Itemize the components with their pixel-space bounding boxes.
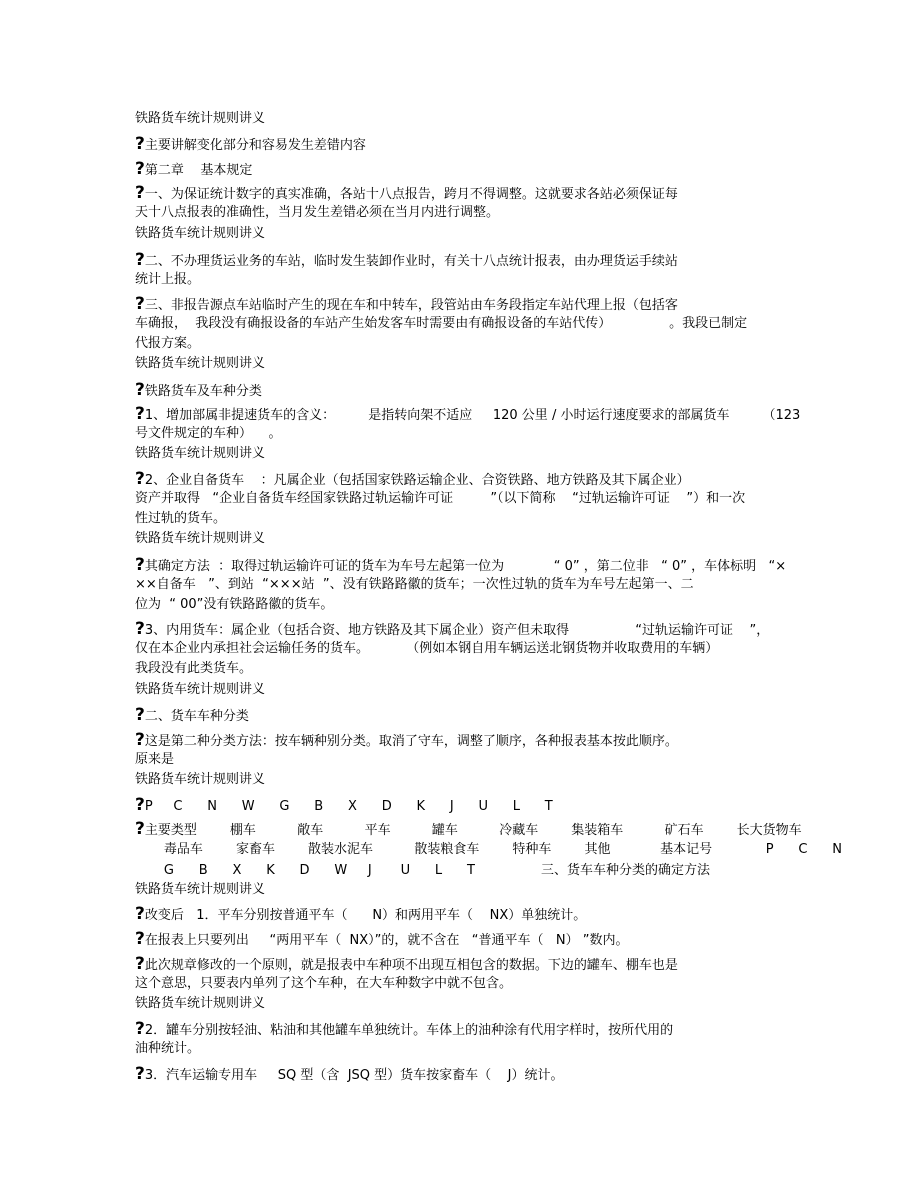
text-line bbox=[135, 956, 678, 974]
line-text: 一、为保证统计数字的真实准确，各站十八点报告，跨月不得调整。这就要求各站必须保证每 bbox=[144, 187, 678, 202]
line-text: 位为 “ 00”没有铁路路徽的货车。 bbox=[135, 597, 334, 612]
text-line bbox=[135, 797, 553, 815]
text-line bbox=[135, 752, 174, 768]
text-line bbox=[135, 996, 265, 1012]
line-text: 主要类型 棚车 敞车 平车 罐车 冷藏车 集装箱车 矿石车 长大货物车 bbox=[144, 823, 802, 838]
line-text: 原来是 bbox=[135, 752, 175, 767]
bullet-glyph: ? bbox=[135, 705, 145, 725]
text-line bbox=[135, 661, 252, 677]
text-line bbox=[135, 471, 690, 489]
bullet-glyph: ? bbox=[135, 380, 145, 400]
line-text: 铁路货车统计规则讲义 bbox=[135, 111, 266, 126]
line-text: 铁路货车统计规则讲义 bbox=[135, 531, 266, 546]
text-line bbox=[135, 531, 265, 547]
line-text: 这是第二种分类方法：按车辆种别分类。取消了守车，调整了顺序，各种报表基本按此顺序。 bbox=[144, 734, 678, 749]
line-text: 在报表上只要列出 “两用平车（ NX）”的，就不含在 “普通平车（ N） ”数内。 bbox=[144, 933, 629, 948]
bullet-glyph: ? bbox=[135, 619, 145, 639]
text-line bbox=[135, 406, 800, 424]
line-text: 铁路货车及车种分类 bbox=[144, 384, 262, 399]
text-line bbox=[135, 296, 678, 314]
line-text: 号文件规定的车种） 。 bbox=[135, 426, 282, 441]
text-line bbox=[135, 772, 265, 788]
text-line bbox=[135, 931, 629, 949]
text-line bbox=[135, 356, 265, 372]
text-line bbox=[135, 707, 249, 725]
text-line bbox=[135, 577, 694, 593]
line-text: 铁路货车统计规则讲义 bbox=[135, 682, 266, 697]
line-text: 二、货车车种分类 bbox=[144, 709, 249, 724]
line-text: 铁路货车统计规则讲义 bbox=[135, 772, 266, 787]
text-line bbox=[135, 252, 678, 270]
line-text: 性过轨的货车。 bbox=[135, 511, 227, 526]
text-line bbox=[135, 732, 678, 750]
line-text: 1、增加部属非提速货车的含义： 是指转向架不适应 120 公里 / 小时运行速度要求的部属货车 （123 bbox=[144, 408, 801, 423]
text-line bbox=[135, 511, 226, 527]
text-line bbox=[135, 136, 366, 154]
text-line bbox=[135, 491, 745, 507]
line-text: 毒品车 家畜车 散装水泥车 散装粮食车 特种车 其他 基本记号 P C N bbox=[135, 842, 843, 857]
text-line bbox=[135, 682, 265, 698]
bullet-glyph: ? bbox=[135, 1064, 145, 1084]
line-text: 其确定方法 ：取得过轨运输许可证的货车为车号左起第一位为 “ 0” ，第二位非 “ 0” ，车体标明 “× bbox=[144, 559, 787, 574]
line-text: 第二章 基本规定 bbox=[144, 163, 253, 178]
line-text: P C N W G B X D K J U L T bbox=[144, 799, 553, 814]
line-text: ××自备车 ”、到站 “×××站 ”、没有铁路路徽的货车；一次性过轨的货车为车号左起第一、二 bbox=[135, 577, 694, 592]
text-line bbox=[135, 597, 333, 613]
bullet-glyph: ? bbox=[135, 904, 145, 924]
line-text: 2、企业自备货车 ：凡属企业（包括国家铁路运输企业、合资铁路、地方铁路及其下属企业） bbox=[144, 473, 690, 488]
bullet-glyph: ? bbox=[135, 134, 145, 154]
bullet-glyph: ? bbox=[135, 555, 145, 575]
bullet-glyph: ? bbox=[135, 294, 145, 314]
text-line bbox=[135, 976, 512, 992]
bullet-glyph: ? bbox=[135, 404, 145, 424]
bullet-glyph: ? bbox=[135, 730, 145, 750]
text-line bbox=[135, 641, 718, 657]
text-line bbox=[135, 272, 200, 288]
bullet-glyph: ? bbox=[135, 1019, 145, 1039]
bullet-glyph: ? bbox=[135, 159, 145, 179]
line-text: 三、非报告源点车站临时产生的现在车和中转车，段管站由车务段指定车站代理上报（包括客 bbox=[144, 298, 678, 313]
bullet-glyph: ? bbox=[135, 929, 145, 949]
line-text: 此次规章修改的一个原则，就是报表中车种项不出现互相包含的数据。下边的罐车、棚车也是 bbox=[144, 958, 678, 973]
text-line bbox=[135, 382, 262, 400]
text-line bbox=[135, 1041, 200, 1057]
bullet-glyph: ? bbox=[135, 819, 145, 839]
line-text: 仅在本企业内承担社会运输任务的货车。 （例如本钢自用车辆运送北钢货物并收取费用的车辆） bbox=[135, 641, 719, 656]
line-text: 这个意思，只要表内单列了这个车种，在大车种数字中就不包含。 bbox=[135, 976, 513, 991]
line-text: 2．罐车分别按轻油、粘油和其他罐车单独统计。车体上的油种涂有代用字样时，按所代用的 bbox=[144, 1023, 674, 1038]
text-line bbox=[135, 205, 499, 221]
line-text: 资产并取得 “企业自备货车经国家铁路过轨运输许可证 ”（以下简称 “过轨运输许可证 ”）和一次 bbox=[135, 491, 746, 506]
text-line bbox=[135, 1021, 673, 1039]
text-line bbox=[135, 161, 252, 179]
line-text: 代报方案。 bbox=[135, 336, 201, 351]
line-text: 车确报， 我段没有确报设备的车站产生始发客车时需要由有确报设备的车站代传） 。我段已制定 bbox=[135, 316, 748, 331]
line-text: 天十八点报表的准确性，当月发生差错必须在当月内进行调整。 bbox=[135, 205, 500, 220]
text-line bbox=[135, 557, 786, 575]
bullet-glyph: ? bbox=[135, 795, 145, 815]
text-line bbox=[135, 882, 265, 898]
text-line bbox=[135, 336, 200, 352]
bullet-glyph: ? bbox=[135, 954, 145, 974]
bullet-glyph: ? bbox=[135, 183, 145, 203]
text-line bbox=[135, 842, 842, 858]
line-text: 主要讲解变化部分和容易发生差错内容 bbox=[144, 138, 366, 153]
bullet-glyph: ? bbox=[135, 469, 145, 489]
line-text: 铁路货车统计规则讲义 bbox=[135, 356, 266, 371]
line-text: 我段没有此类货车。 bbox=[135, 661, 253, 676]
text-line bbox=[135, 185, 678, 203]
line-text: 3、内用货车：属企业（包括合资、地方铁路及其下属企业）资产但未取得 “过轨运输许可证 ”， bbox=[144, 623, 770, 638]
text-line bbox=[135, 863, 710, 879]
bullet-glyph: ? bbox=[135, 250, 145, 270]
text-line bbox=[135, 821, 802, 839]
line-text: 铁路货车统计规则讲义 bbox=[135, 446, 266, 461]
line-text: 改变后 1．平车分别按普通平车（ N）和两用平车（ NX）单独统计。 bbox=[144, 908, 587, 923]
text-line bbox=[135, 906, 586, 924]
line-text: 统计上报。 bbox=[135, 272, 201, 287]
text-line bbox=[135, 621, 769, 639]
line-text: G B X K D W J U L T 三、货车车种分类的确定方法 bbox=[135, 863, 711, 878]
text-line bbox=[135, 316, 747, 332]
text-line bbox=[135, 111, 265, 127]
text-line bbox=[135, 446, 265, 462]
line-text: 油种统计。 bbox=[135, 1041, 201, 1056]
text-line bbox=[135, 426, 282, 442]
line-text: 3．汽车运输专用车 SQ 型（含 JSQ 型）货车按家畜车（ J）统计。 bbox=[144, 1068, 564, 1083]
line-text: 二、不办理货运业务的车站，临时发生装卸作业时，有关十八点统计报表，由办理货运手续站 bbox=[144, 254, 678, 269]
line-text: 铁路货车统计规则讲义 bbox=[135, 226, 266, 241]
text-line bbox=[135, 226, 265, 242]
line-text: 铁路货车统计规则讲义 bbox=[135, 996, 266, 1011]
text-line bbox=[135, 1066, 564, 1084]
line-text: 铁路货车统计规则讲义 bbox=[135, 882, 266, 897]
